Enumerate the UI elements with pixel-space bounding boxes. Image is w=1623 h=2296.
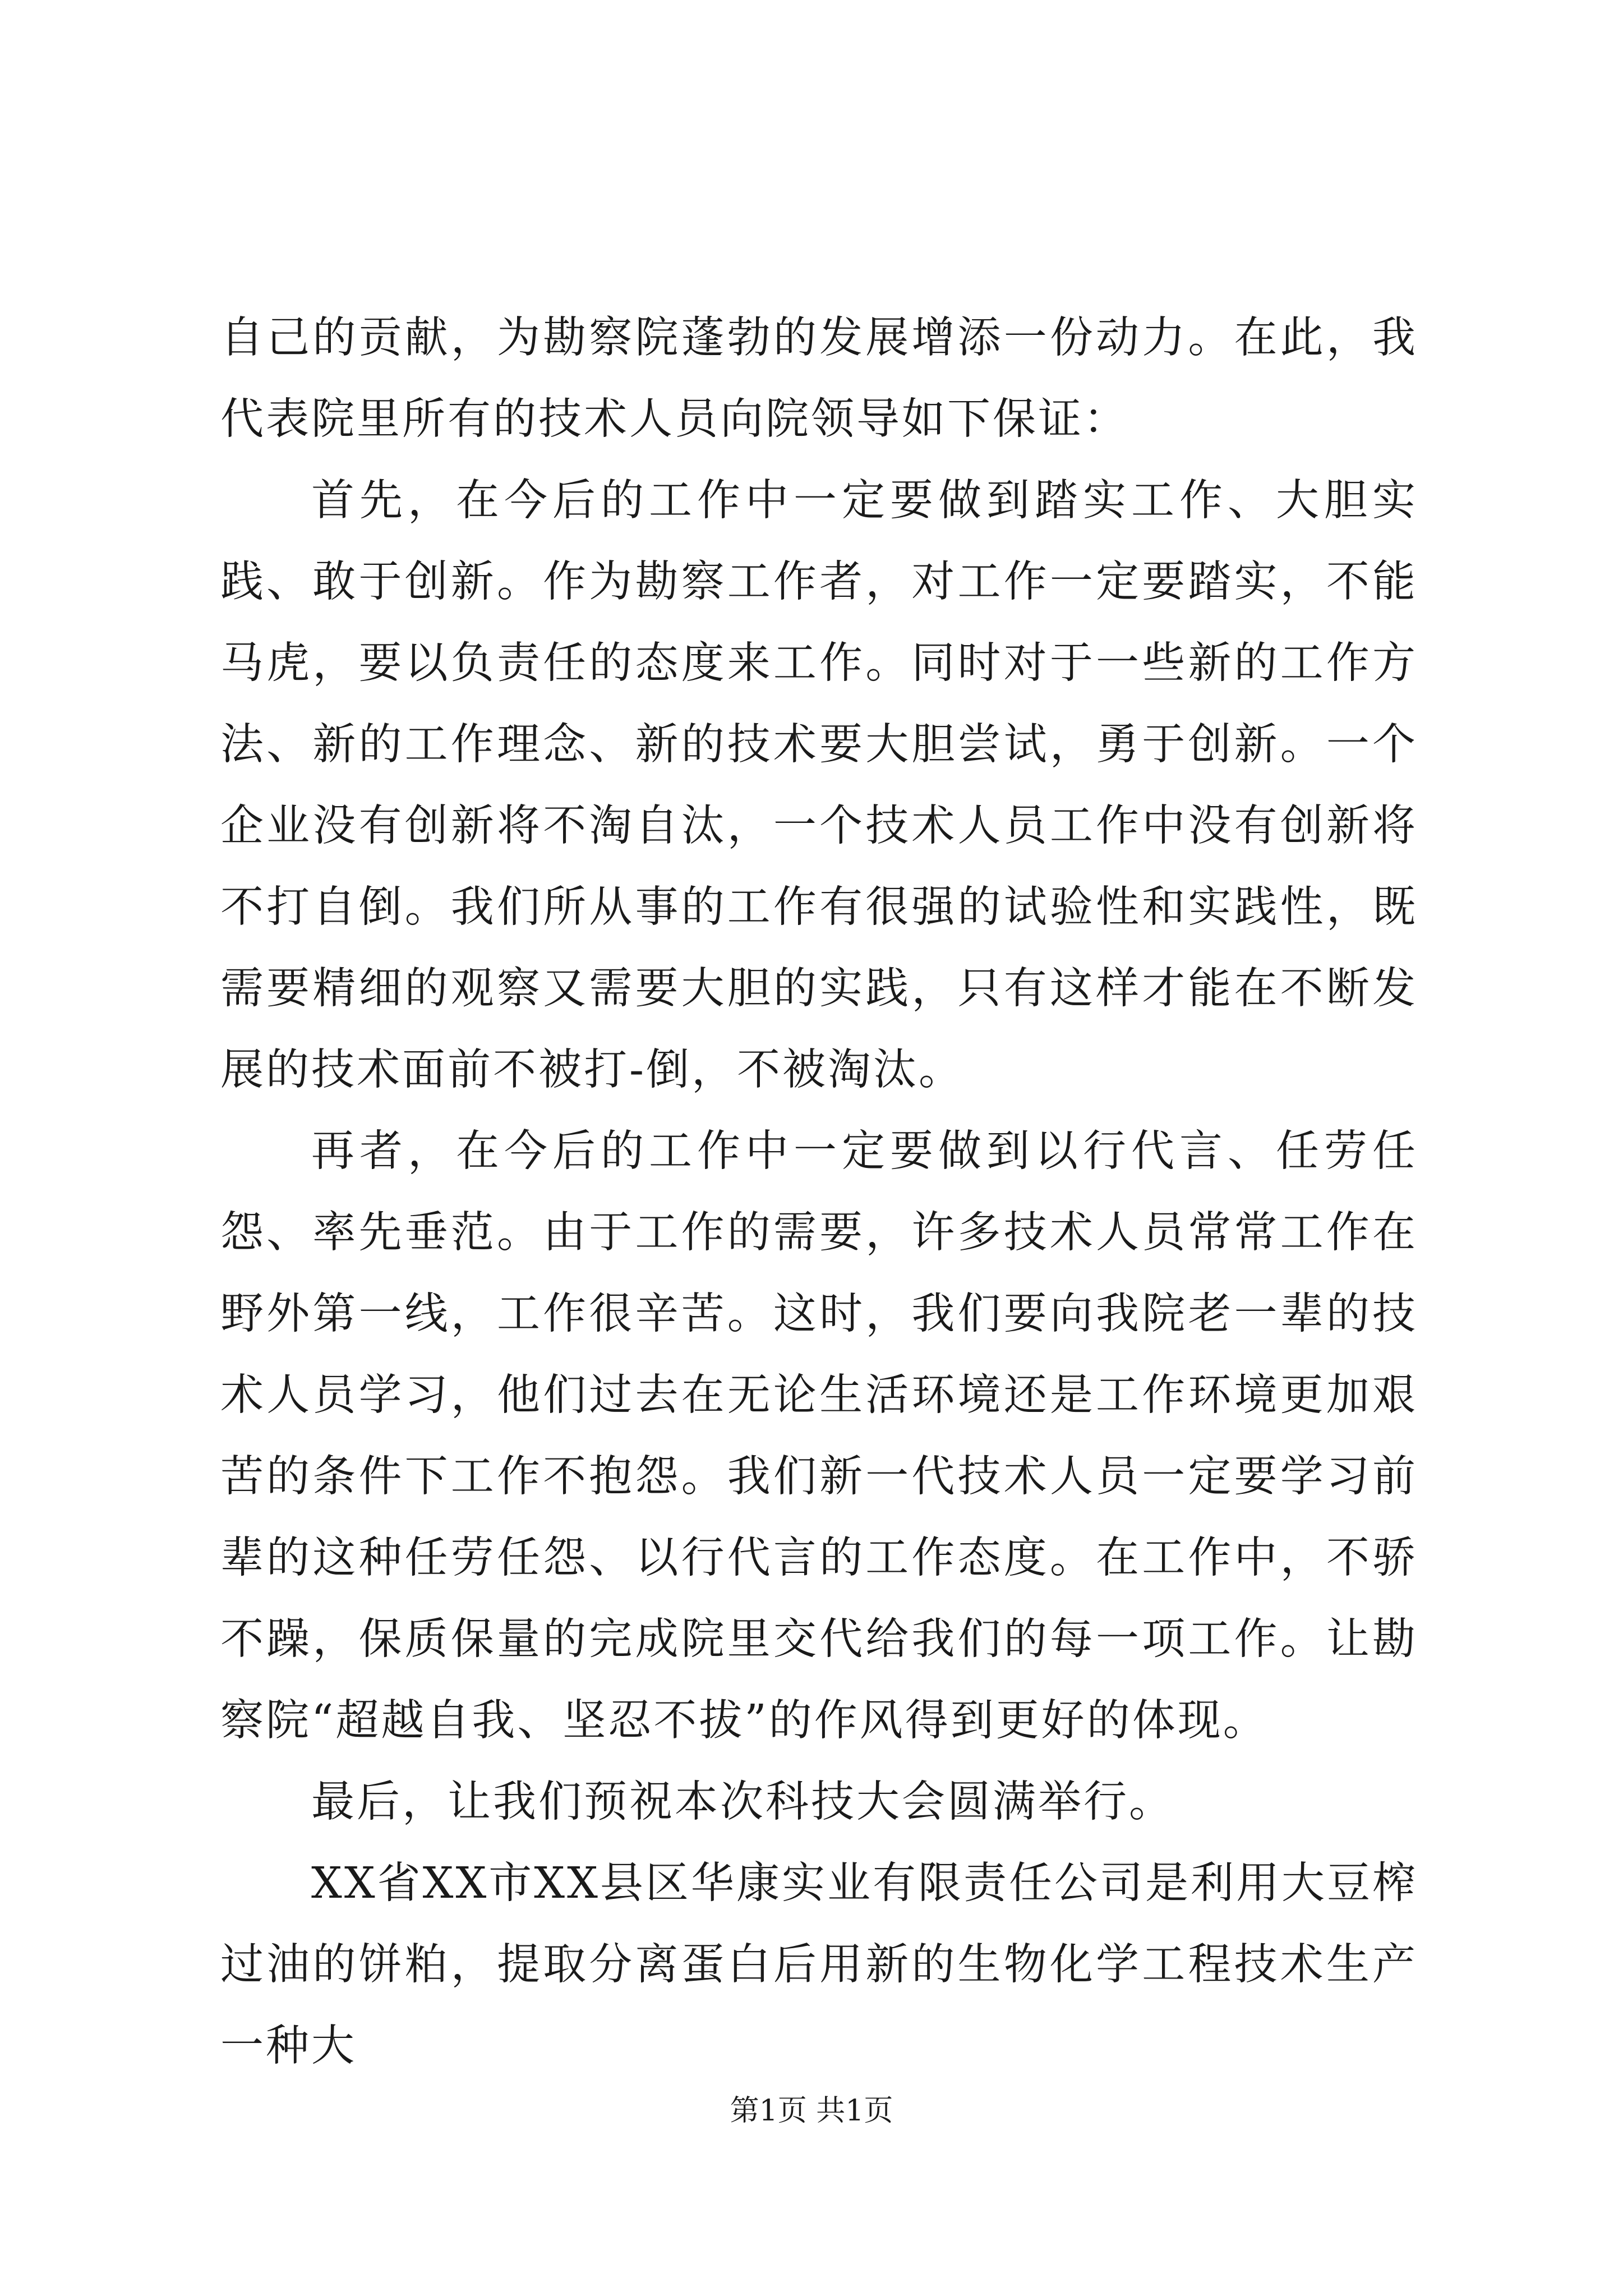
paragraph-closing: 最后，让我们预祝本次科技大会圆满举行。	[311, 1777, 1174, 1827]
page-footer	[0, 2091, 1623, 2131]
paragraph-company: XX省XX市XX县区华康实业有限责任公司是利用大豆榨过油的饼粕，提取分离蛋白后用新的生物化学工程技术生产一种大	[220, 1858, 1418, 2071]
paragraph-continuation: 自己的贡献，为勘察院蓬勃的发展增添一份动力。在此，我代表院里所有的技术人员向院领导如下保证：	[220, 313, 1418, 444]
body-text	[220, 297, 1418, 2087]
paragraph-first: 首先，在今后的工作中一定要做到踏实工作、大胆实践、敢于创新。作为勘察工作者，对工作一定要踏实，不能马虎，要以负责任的态度来工作。同时对于一些新的工作方法、新的工作理念、新的技术要大胆尝试，勇于创新。一个企业没有创新将不淘自汰，一个技术人员工作中没有创新将不打自倒。我们所从事的工作有很强的试验性和实践性，既需要精细的观察又需要大胆的实践，只有这样才能在不断发展的技术面前不被打-倒，不被淘汰。	[220, 476, 1418, 1095]
page-number: 第1页 共1页	[730, 2094, 893, 2128]
paragraph-second: 再者，在今后的工作中一定要做到以行代言、任劳任怨、率先垂范。由于工作的需要，许多技术人员常常工作在野外第一线，工作很辛苦。这时，我们要向我院老一辈的技术人员学习，他们过去在无论生活环境还是工作环境更加艰苦的条件下工作不抱怨。我们新一代技术人员一定要学习前辈的这种任劳任怨、以行代言的工作态度。在工作中，不骄不躁，保质保量的完成院里交代给我们的每一项工作。让勘察院“超越自我、坚忍不拔”的作风得到更好的体现。	[220, 1126, 1418, 1746]
